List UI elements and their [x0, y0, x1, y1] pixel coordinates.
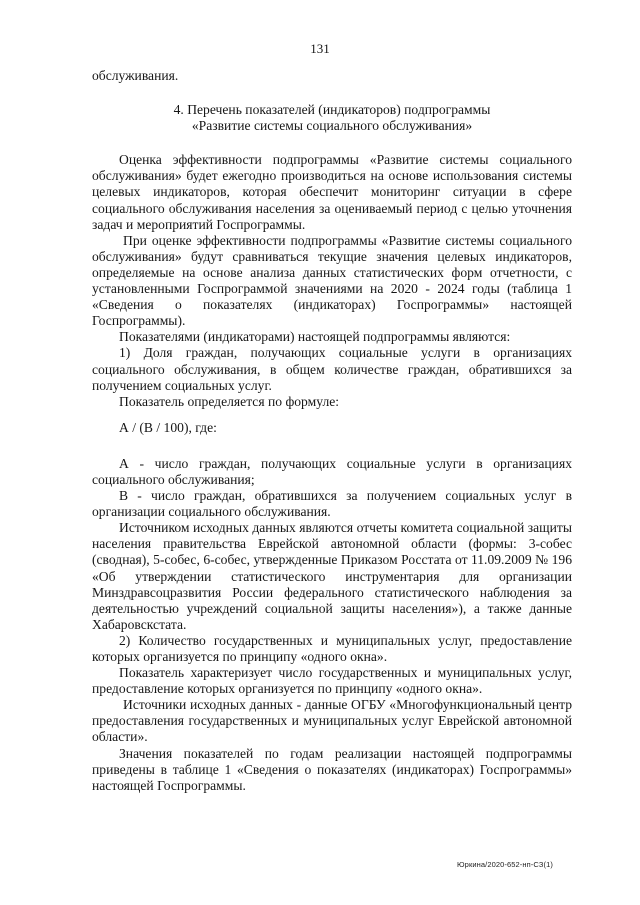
- footer-document-code: Юркина/2020-652-нп-СЗ(1): [457, 860, 553, 869]
- section-heading-line-2: «Развитие системы социального обслуживания»: [191, 118, 473, 134]
- paragraph-indicators-intro: Показателями (индикаторами) настоящей подпрограммы являются:: [119, 329, 511, 345]
- paragraph-formula-intro: Показатель определяется по формуле:: [119, 393, 340, 409]
- paragraph-values-reference: Значения показателей по годам реализации настоящей подпрограммы приведены в таблице 1 «Сведения о показателях (индикаторах) Госпрограммы» настоящей Госпрограммы.: [92, 745, 572, 793]
- paragraph-data-source-2: Источники исходных данных - данные ОГБУ «Многофункциональный центр предоставления государственных и муниципальных услуг Еврейской автономной области».: [92, 697, 572, 745]
- paragraph-definition-a: А - число граждан, получающих социальные услуги в организациях социального обслуживания;: [92, 455, 572, 487]
- paragraph-indicator-2-description: Показатель характеризует число государственных и муниципальных услуг, предоставление которых организуется по принципу «одного окна».: [92, 665, 572, 697]
- section-heading-line-1: 4. Перечень показателей (индикаторов) подпрограммы: [173, 102, 491, 118]
- section-heading: [92, 102, 572, 134]
- paragraph-indicator-2: 2) Количество государственных и муниципальных услуг, предоставление которых организуется по принципу «одного окна».: [92, 632, 572, 664]
- paragraph-definition-b: В - число граждан, обратившихся за получением социальных услуг в организации социального обслуживания.: [92, 488, 572, 520]
- paragraph-indicator-1: 1) Доля граждан, получающих социальные услуги в организациях социального обслуживания, в общем количестве граждан, обратившихся за получением социальных услуг.: [92, 345, 572, 393]
- carryover-text: обслуживания.: [92, 68, 179, 83]
- document-body: [92, 68, 572, 794]
- page-number: 131: [310, 41, 330, 56]
- formula: А / (В / 100), где:: [119, 419, 217, 435]
- paragraph-evaluation: Оценка эффективности подпрограммы «Развитие системы социального обслуживания» будет ежегодно производиться на основе использования системы целевых индикаторов, которая обеспечит мониторинг ситуации в сфере социального обслуживания населения за оцениваемый период с целью уточнения задач и мероприятий Госпрограммы.: [92, 152, 572, 232]
- paragraph-data-source-1: Источником исходных данных являются отчеты комитета социальной защиты населения правительства Еврейской автономной области (формы: 3-собес (сводная), 5-собес, 6-собес, утвержденные Приказом Росстата от 11.09.2009 № 196 «Об утверждении статистического инструментария для организации Минздравсоцразвития России федерального статистического наблюдения за деятельностью учреждений социальной защиты населения»), а также данные Хабаровскстата.: [92, 520, 572, 632]
- paragraph-comparison: При оценке эффективности подпрограммы «Развитие системы социального обслуживания» будут сравниваться текущие значения целевых индикаторов, определяемые на основе анализа данных статистических форм отчетности, с установленными Госпрограммой значениями на 2020 - 2024 годы (таблица 1 «Сведения о показателях (индикаторах) Госпрограммы» настоящей Госпрограммы).: [92, 232, 572, 329]
